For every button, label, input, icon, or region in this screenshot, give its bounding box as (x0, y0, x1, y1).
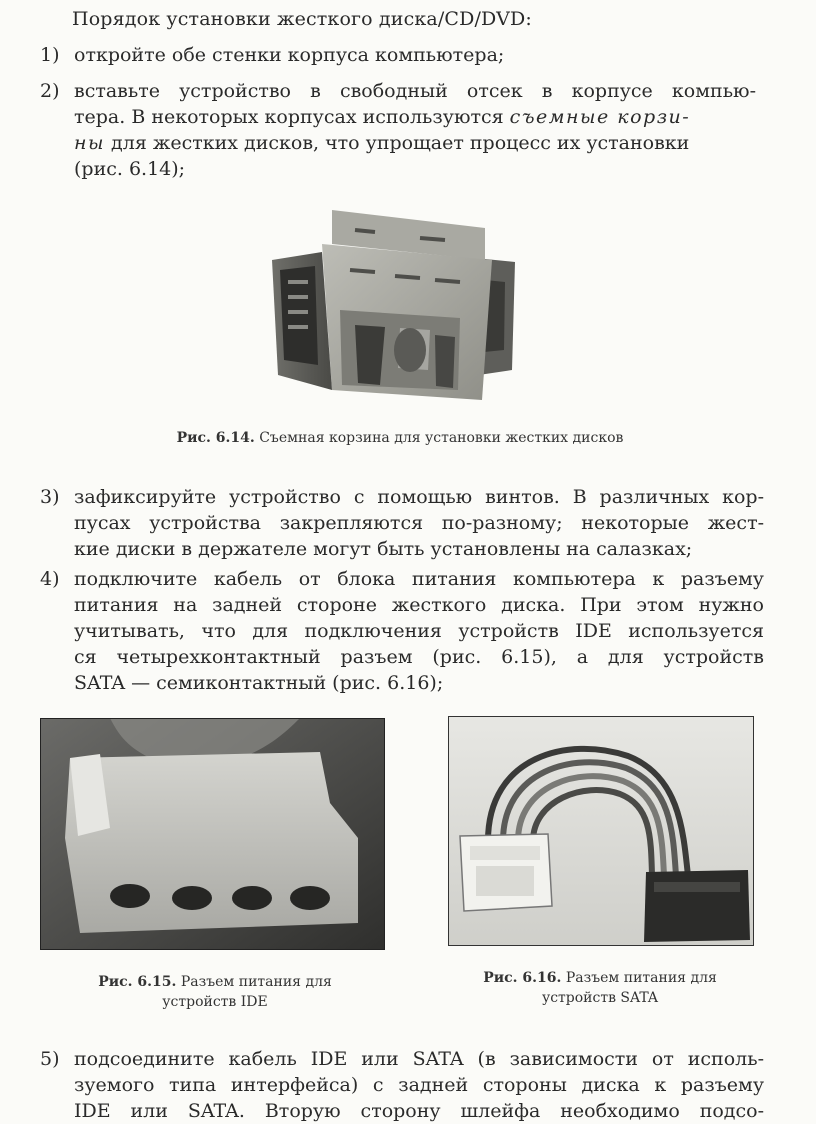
item-number: 3) (40, 486, 60, 508)
item-text-line: подсоедините кабель IDE или SATA (в зависимости от исполь- (74, 1048, 764, 1070)
item-text-line: ся четырехконтактный разъем (рис. 6.15), а для устройств (74, 646, 764, 668)
item-text-line: пусах устройства закрепляются по-разному; некоторые жест- (74, 512, 764, 534)
item-text-line: вставьте устройство в свободный отсек в корпусе компью- (74, 80, 756, 102)
section-heading: Порядок установки жесткого диска/CD/DVD: (72, 8, 532, 30)
item-text-line: тера. В некоторых корпусах используются съемные корзи- (74, 106, 691, 128)
item-text-line: подключите кабель от блока питания компьютера к разъему (74, 568, 764, 590)
item-number: 2) (40, 80, 60, 102)
item-text-line: питания на задней стороне жесткого диска. При этом нужно (74, 594, 764, 616)
item-number: 4) (40, 568, 60, 590)
figure-caption-6-15: Рис. 6.15. Разъем питания для устройств IDE (98, 974, 332, 1010)
item-text-line: зуемого типа интерфейса) с задней стороны диска к разъему (74, 1074, 764, 1096)
ide-connector-photo (40, 718, 385, 950)
figure-caption-6-14: Рис. 6.14. Съемная корзина для установки жестких дисков (176, 430, 624, 446)
item-text-line: учитывать, что для подключения устройств IDE используется (74, 620, 764, 642)
item-number: 5) (40, 1048, 60, 1070)
item-text-line: SATA — семиконтактный (рис. 6.16); (74, 672, 444, 694)
drive-cage-photo (260, 200, 560, 410)
item-text-line: ны для жестких дисков, что упрощает процесс их установки (74, 132, 690, 154)
figure-caption-6-16: Рис. 6.16. Разъем питания для устройств SATA (483, 970, 717, 1006)
item-text-line: зафиксируйте устройство с помощью винтов. В различных кор- (74, 486, 764, 508)
item-text-line: IDE или SATA. Вторую сторону шлейфа необходимо подсо- (74, 1100, 764, 1122)
emphasis-text: ны (74, 132, 105, 154)
item-text-line: (рис. 6.14); (74, 158, 186, 180)
item-text-line: кие диски в держателе могут быть установлены на салазках; (74, 538, 693, 560)
item-text-line: откройте обе стенки корпуса компьютера; (74, 44, 505, 66)
item-number: 1) (40, 44, 60, 66)
sata-connector-photo (448, 716, 754, 946)
emphasis-text: съемные корзи- (509, 106, 691, 128)
